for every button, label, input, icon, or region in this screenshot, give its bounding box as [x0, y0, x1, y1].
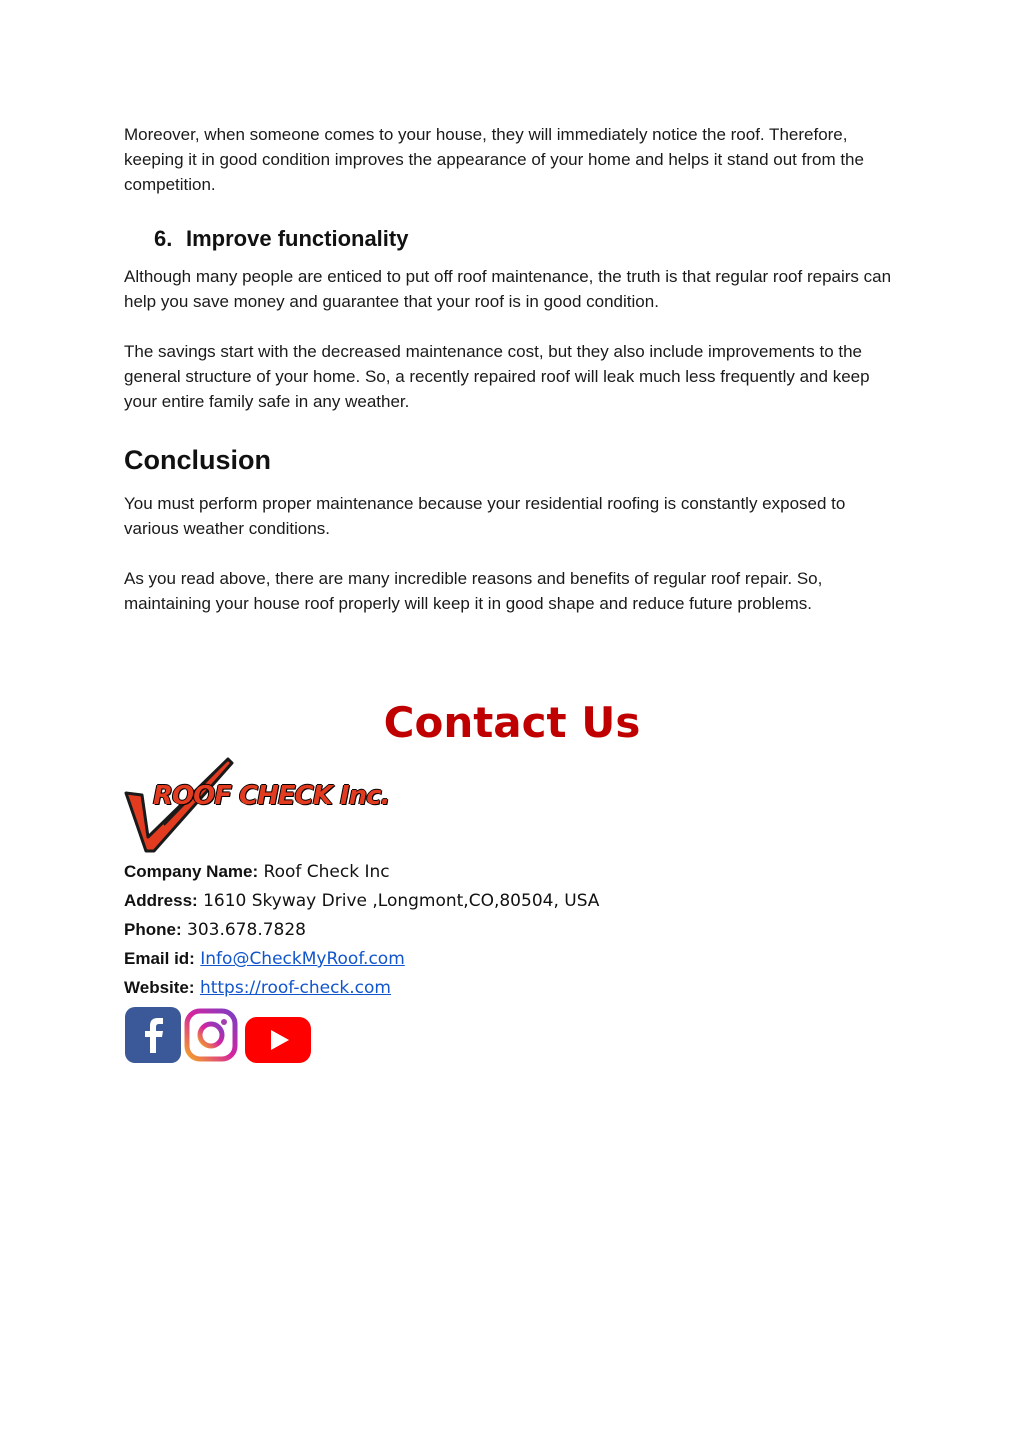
- email-row: [124, 949, 824, 969]
- phone-row: [124, 920, 824, 940]
- address-label: Address:: [124, 891, 198, 910]
- conclusion-paragraph-1: You must perform proper maintenance because your residential roofing is constantly exposed to various weather conditions.: [124, 494, 846, 538]
- contact-us-heading: Contact Us: [383, 698, 641, 747]
- conclusion-paragraph-2: As you read above, there are many incredible reasons and benefits of regular roof repair. So, maintaining your house roof properly will keep it in good shape and reduce future problems.: [124, 569, 823, 613]
- roof-check-logo: [124, 755, 390, 855]
- section-6-paragraph-1: Although many people are enticed to put off roof maintenance, the truth is that regular roof repairs can help you save money and guarantee that your roof is in good condition.: [124, 267, 892, 311]
- facebook-icon[interactable]: [125, 1007, 181, 1068]
- instagram-icon[interactable]: [184, 1007, 238, 1068]
- intro-paragraph: Moreover, when someone comes to your house, they will immediately notice the roof. Therefore, keeping it in good condition improves the appearance of your home and helps it stand out from the competition.: [124, 125, 864, 194]
- address-row: [124, 891, 824, 911]
- company-name-label: Company Name:: [124, 862, 259, 881]
- company-name-value: Roof Check Inc: [263, 862, 390, 882]
- website-row: [124, 978, 824, 998]
- conclusion-body: [124, 491, 904, 541]
- phone-value: 303.678.7828: [187, 920, 306, 940]
- conclusion-heading: Conclusion: [124, 445, 271, 475]
- section-6-title: Improve functionality: [186, 226, 409, 251]
- section-6-body-2: [124, 339, 904, 414]
- intro-block: [124, 122, 904, 197]
- email-label: Email id:: [124, 949, 195, 968]
- conclusion-body-2: [124, 566, 904, 616]
- youtube-icon[interactable]: [245, 1017, 311, 1068]
- section-6-heading: [154, 226, 408, 252]
- website-link[interactable]: https://roof-check.com: [199, 978, 391, 998]
- company-name-row: [124, 862, 824, 882]
- phone-label: Phone:: [124, 920, 182, 939]
- section-6-number: 6.: [154, 226, 173, 251]
- section-6-paragraph-2: The savings start with the decreased maintenance cost, but they also include improvements to the general structure of your home. So, a recently repaired roof will leak much less frequently and keep your entire family safe in any weather.: [124, 342, 870, 411]
- section-6-body: [124, 264, 904, 314]
- logo-text: ROOF CHECK Inc.: [153, 781, 390, 811]
- website-label: Website:: [124, 978, 195, 997]
- email-link[interactable]: Info@CheckMyRoof.com: [200, 949, 405, 969]
- address-value: 1610 Skyway Drive ,Longmont,CO,80504, USA: [203, 891, 600, 911]
